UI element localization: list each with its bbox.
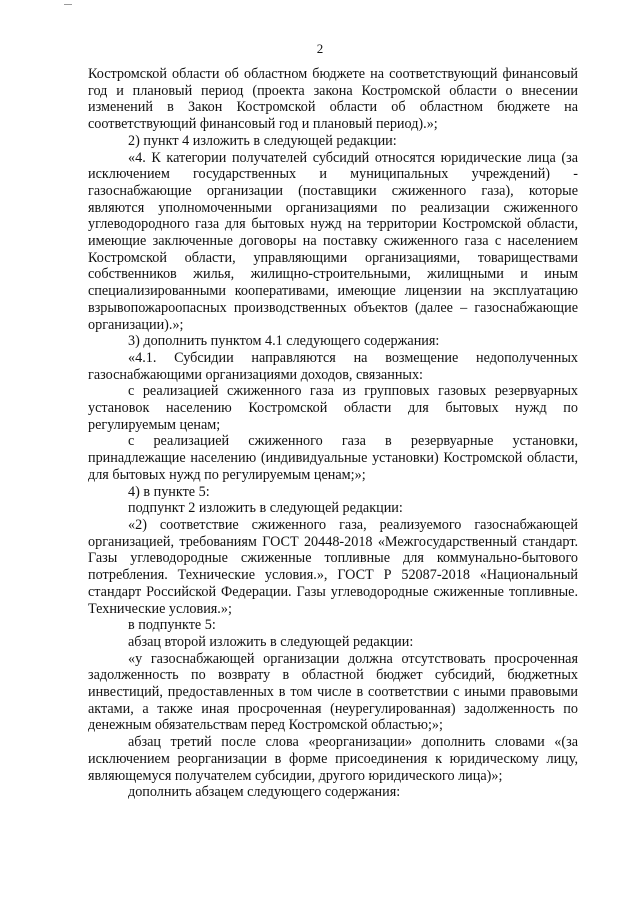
- paragraph: с реализацией сжиженного газа из групповых газовых резервуарных установок населению Костромской области для бытовых нужд по регулируемым ценам;: [88, 383, 578, 433]
- paragraph: «4.1. Субсидии направляются на возмещение недополученных газоснабжающими организациями доходов, связанных:: [88, 349, 578, 383]
- paragraph: абзац третий после слова «реорганизации» дополнить словами «(за исключением реорганизации в форме присоединения к юридическому лицу, являющемуся получателем субсидии, другого юридического лица)»;: [88, 734, 578, 784]
- paragraph: Костромской области об областном бюджете на соответствующий финансовый год и плановый период (проекта закона Костромской области о внесении изменений в Закон Костромской области об областном бюджете на соответствующий финансовый год и плановый период).»;: [88, 66, 578, 133]
- paragraph: «2) соответствие сжиженного газа, реализуемого газоснабжающей организацией, требованиям ГОСТ 20448-2018 «Межгосударственный стандарт. Газы углеводородные сжиженные топливные для коммунально-бытового потребления. Технические условия.», ГОСТ Р 52087-2018 «Национальный стандарт Российской Федерации. Газы углеводородные сжиженные топливные. Технические условия.»;: [88, 516, 578, 617]
- paragraph: 3) дополнить пунктом 4.1 следующего содержания:: [128, 333, 440, 350]
- page-number: 2: [316, 41, 324, 56]
- paragraph: подпункт 2 изложить в следующей редакции:: [128, 500, 403, 517]
- document-body: [88, 66, 578, 801]
- paragraph: дополнить абзацем следующего содержания:: [128, 784, 401, 801]
- paragraph: «у газоснабжающей организации должна отсутствовать просроченная задолженность по возврату в областной бюджет субсидий, бюджетных инвестиций, предоставленных в том числе в соответствии с иными правовыми актами, а также иная просроченная (неурегулированная) задолженность по денежным обязательствам перед Костромской областью;»;: [88, 650, 578, 734]
- paragraph: «4. К категории получателей субсидий относятся юридические лица (за исключением государственных и муниципальных учреждений) - газоснабжающие организации (поставщики сжиженного газа), которые являются уполномоченными организациями по реализации сжиженного углеводородного газа для бытовых нужд на территории Костромской области, имеющие заключенные договоры на поставку сжиженного газа с населением Костромской области, управляющими организациями, товариществами собственников жилья, жилищно-строительными, жилищными и иным специализированными кооперативами, имеющие лицензии на эксплуатацию взрывопожароопасных производственных объектов (далее – газоснабжающие организации).»;: [88, 149, 578, 333]
- paragraph: 4) в пункте 5:: [128, 483, 210, 500]
- paragraph: с реализацией сжиженного газа в резервуарные установки, принадлежащие населению (индивидуальные установки) Костромской области, для бытовых нужд по регулируемым ценам;»;: [88, 433, 578, 483]
- paragraph: абзац второй изложить в следующей редакции:: [128, 633, 414, 650]
- paragraph: 2) пункт 4 изложить в следующей редакции:: [128, 132, 397, 149]
- paragraph: в подпункте 5:: [128, 617, 216, 634]
